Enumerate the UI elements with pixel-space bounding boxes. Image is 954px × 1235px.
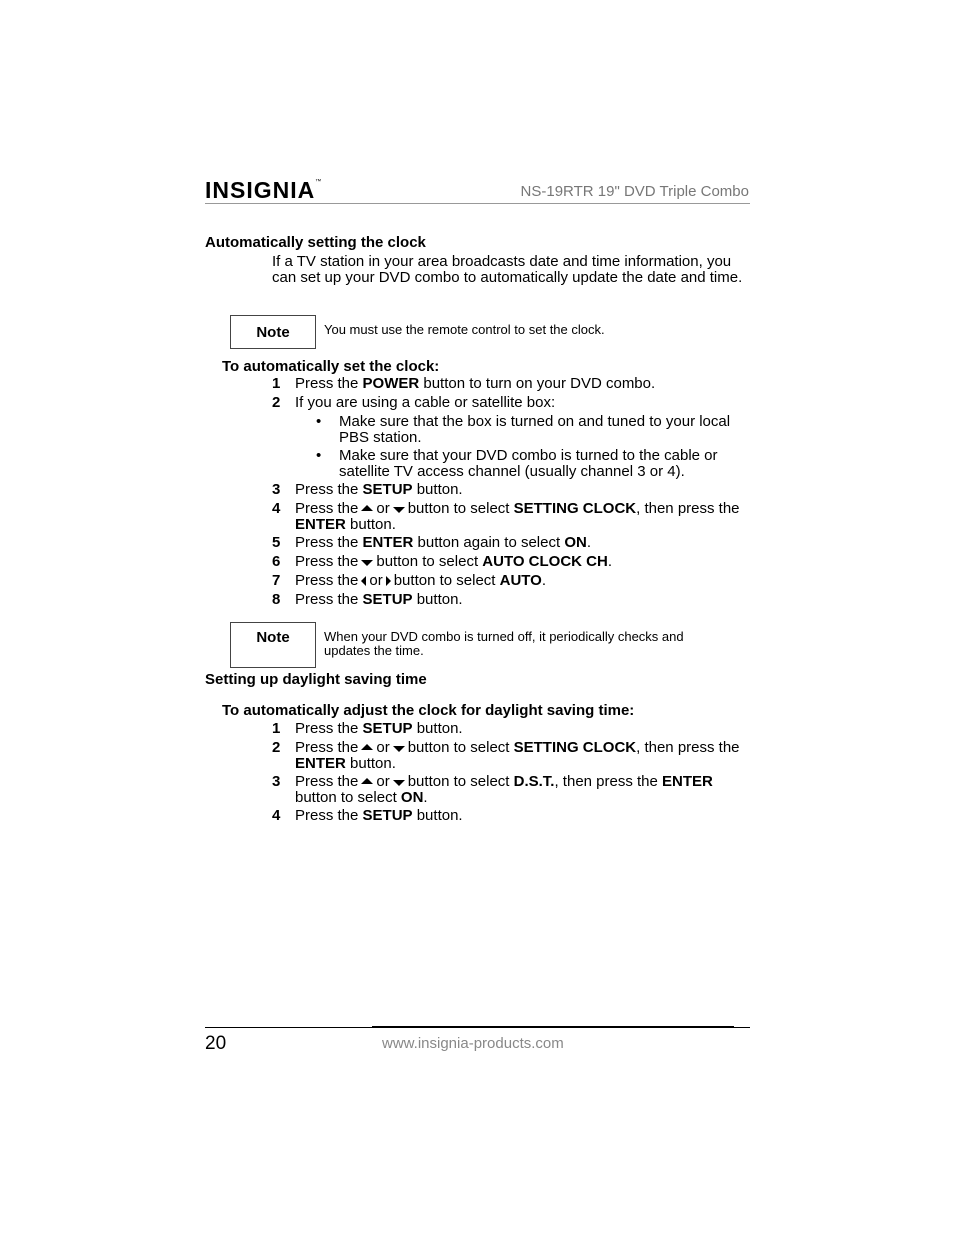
footer-rule-accent	[372, 1026, 734, 1028]
procedure-heading-set-clock: To automatically set the clock:	[222, 358, 440, 375]
header-rule	[205, 203, 750, 204]
up-arrow-icon	[361, 505, 373, 511]
document-title: NS-19RTR 19" DVD Triple Combo	[520, 183, 749, 200]
left-arrow-icon	[361, 576, 366, 586]
note-label-box: Note	[230, 622, 316, 668]
note-text-periodic-check: When your DVD combo is turned off, it periodically checks and updates the time.	[324, 629, 684, 658]
intro-paragraph: If a TV station in your area broadcasts date and time information, you can set up your DVD combo to automatically update the date and time.	[272, 253, 743, 286]
page-number: 20	[205, 1033, 227, 1054]
up-arrow-icon	[361, 744, 373, 750]
down-arrow-icon	[393, 746, 405, 752]
procedure-heading-dst: To automatically adjust the clock for daylight saving time:	[222, 702, 635, 719]
footer-url: www.insignia-products.com	[382, 1035, 564, 1052]
right-arrow-icon	[386, 576, 391, 586]
up-arrow-icon	[361, 778, 373, 784]
section-heading-dst: Setting up daylight saving time	[205, 671, 427, 688]
note-text-remote: You must use the remote control to set the clock.	[324, 322, 605, 337]
down-arrow-icon	[361, 560, 373, 566]
down-arrow-icon	[393, 780, 405, 786]
section-heading-auto-clock: Automatically setting the clock	[205, 234, 426, 251]
down-arrow-icon	[393, 507, 405, 513]
note-label-box: Note	[230, 315, 316, 349]
insignia-logo: INSIGNIA™	[205, 177, 323, 203]
